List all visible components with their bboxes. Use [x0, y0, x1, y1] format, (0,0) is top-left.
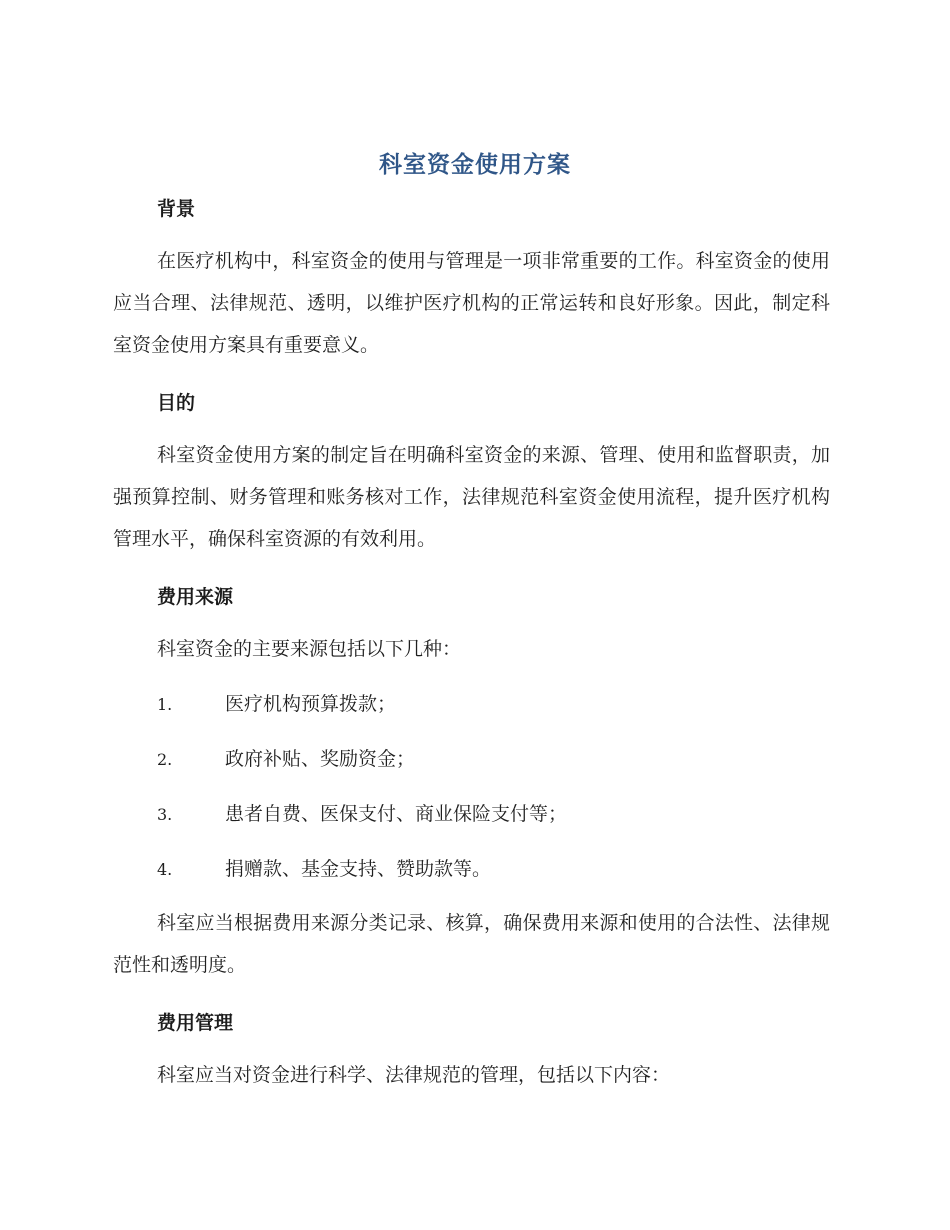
section-paragraph-purpose: 科室资金使用方案的制定旨在明确科室资金的来源、管理、使用和监督职责，加强预算控制、财务管理和账务核对工作，法律规范科室资金使用流程，提升医疗机构管理水平，确保科室资源的有效利用。 — [113, 444, 830, 550]
section-intro-funding-management: 科室应当对资金进行科学、法律规范的管理，包括以下内容： — [157, 1064, 671, 1086]
list-item-text: 捐赠款、基金支持、赞助款等。 — [225, 858, 492, 880]
list-item-text: 政府补贴、奖励资金； — [225, 748, 416, 770]
list-item — [157, 689, 396, 720]
list-item-text: 患者自费、医保支付、商业保险支付等； — [225, 803, 568, 825]
section-heading-purpose: 目的 — [157, 392, 196, 414]
document-title: 科室资金使用方案 — [379, 152, 571, 178]
section-heading-background: 背景 — [157, 198, 196, 220]
list-item — [157, 799, 567, 830]
list-item — [157, 854, 491, 885]
list-item-text: 医疗机构预算拨款； — [225, 693, 397, 715]
list-item-number: 1. — [157, 695, 173, 714]
section-heading-funding-sources: 费用来源 — [157, 586, 234, 608]
list-item-number: 4. — [157, 860, 173, 879]
list-item-number: 3. — [157, 805, 173, 824]
section-intro-funding-sources: 科室资金的主要来源包括以下几种： — [157, 638, 462, 660]
list-item — [157, 744, 415, 775]
list-item-number: 2. — [157, 750, 173, 769]
section-paragraph-background: 在医疗机构中，科室资金的使用与管理是一项非常重要的工作。科室资金的使用应当合理、法律规范、透明，以维护医疗机构的正常运转和良好形象。因此，制定科室资金使用方案具有重要意义。 — [113, 250, 830, 356]
section-heading-funding-management: 费用管理 — [157, 1012, 234, 1034]
section-closing-funding-sources: 科室应当根据费用来源分类记录、核算，确保费用来源和使用的合法性、法律规范性和透明度。 — [113, 912, 830, 976]
